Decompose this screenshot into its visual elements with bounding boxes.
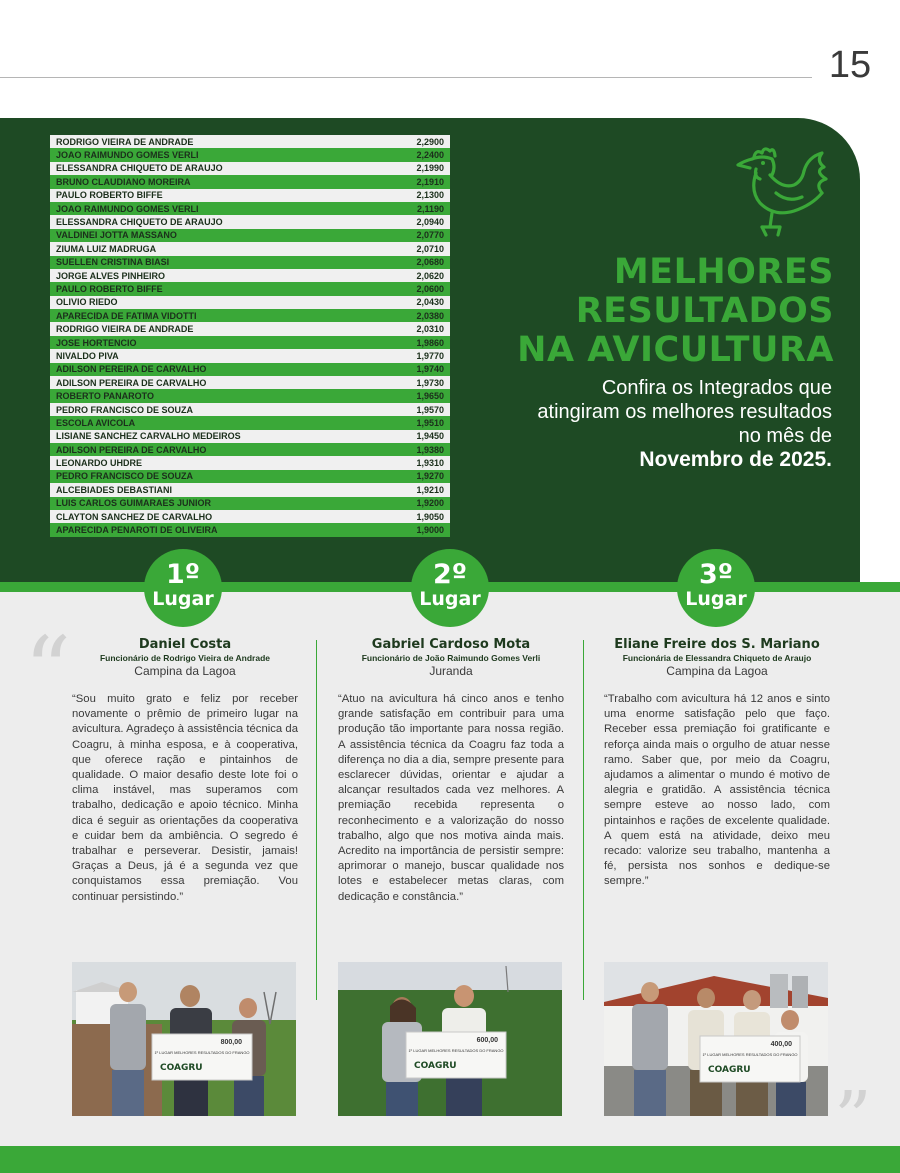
integrado-name: PAULO ROBERTO BIFFE xyxy=(56,283,163,294)
header-divider xyxy=(0,77,812,78)
winner-role: Funcionário de João Raimundo Gomes Verli xyxy=(361,653,541,663)
integrado-name: ESCOLA AVICOLA xyxy=(56,417,136,428)
integrado-name: ALCEBIADES DEBASTIANI xyxy=(56,484,173,495)
result-value: 2,0620 xyxy=(416,270,444,281)
integrado-name: VALDINEI JOTTA MASSANO xyxy=(56,230,177,241)
result-value: 2,1910 xyxy=(416,176,444,187)
third-place-badge xyxy=(677,549,755,627)
integrado-name: BRUNO CLAUDIANO MOREIRA xyxy=(56,176,191,187)
second-place-photo xyxy=(338,962,562,1116)
table-row xyxy=(50,282,450,295)
integrado-name: JOAO RAIMUNDO GOMES VERLI xyxy=(56,203,199,214)
result-value: 1,9570 xyxy=(416,404,444,415)
winner-quote: “Sou muito grato e feliz por receber novamente o prêmio de primeiro lugar na avicultura. Agradeço à assistência técnica da Coagru, à minha esposa, e à cooperativa, que oferece ração e pintainhos de qualidade. O maior desafio deste lote foi o clima instável, mas superamos com trabalho, dedicação e apoio técnico. Minha dica é seguir as orientações da cooperativa e cuidar bem da ambiência. O segredo é trabalhar e perseverar. Desistir, jamais! Graças a Deus, já é a segunda vez que conquistamos essa premiação. Vou continuar persistindo.” xyxy=(72,693,298,903)
first-place-photo xyxy=(72,962,296,1116)
second-place-number: 2º xyxy=(432,559,467,590)
integrado-name: LUIS CARLOS GUIMARAES JUNIOR xyxy=(56,498,212,509)
table-row xyxy=(50,162,450,175)
column-divider-2 xyxy=(583,640,584,1000)
result-value: 2,0710 xyxy=(416,243,444,254)
integrado-name: RODRIGO VIEIRA DE ANDRADE xyxy=(56,136,194,147)
table-row xyxy=(50,510,450,523)
integrado-name: ADILSON PEREIRA DE CARVALHO xyxy=(56,364,207,375)
result-value: 1,9310 xyxy=(416,458,444,469)
integrado-name: ADILSON PEREIRA DE CARVALHO xyxy=(56,377,207,388)
table-row xyxy=(50,175,450,188)
page-headline xyxy=(470,253,834,370)
third-place-testimonial xyxy=(604,637,830,890)
first-place-label: Lugar xyxy=(152,588,214,610)
table-row xyxy=(50,389,450,402)
result-value: 2,0680 xyxy=(416,257,444,268)
table-row xyxy=(50,430,450,443)
integrado-name: ZIUMA LUIZ MADRUGA xyxy=(56,243,157,254)
integrado-name: CLAYTON SANCHEZ DE CARVALHO xyxy=(56,511,213,522)
integrado-name: LISIANE SANCHEZ CARVALHO MEDEIROS xyxy=(56,431,241,442)
result-value: 2,1990 xyxy=(416,163,444,174)
headline-line-2: RESULTADOS xyxy=(575,291,834,331)
integrado-name: ROBERTO PANAROTO xyxy=(56,391,155,402)
result-value: 1,9740 xyxy=(416,364,444,375)
check-caption: 1º LUGAR MELHORES RESULTADOS DO FRANGO xyxy=(702,1052,798,1057)
winner-quote: “Trabalho com avicultura há 12 anos e sinto uma enorme satisfação pelo que faço. Receber essa premiação foi gratificante e reforça ainda mais o orgulho de atuar nesse ramo. Saber que, por meio da Coagru, ajudamos a alimentar o mundo é motivo de alegria e gratidão. A assistência técnica sempre esteve ao nosso lado, com pintainhos e rações de excelente qualidade. A quem está na atividade, deixo meu recado: valorize seu trabalho, mantenha a fé, persista nos sonhos e dedique-se sempre.” xyxy=(604,693,830,888)
integrado-name: SUELLEN CRISTINA BIASI xyxy=(56,257,170,268)
table-row xyxy=(50,148,450,161)
table-row xyxy=(50,269,450,282)
winner-location: Campina da Lagoa xyxy=(666,664,768,678)
second-place-badge xyxy=(411,549,489,627)
result-value: 1,9510 xyxy=(416,417,444,428)
winner-quote: “Atuo na avicultura há cinco anos e tenho grande satisfação em contribuir para uma produção tão importante para nossa região. A assistência técnica da Coagru faz toda a diferença no dia a dia, sempre presente para esclarecer dúvidas, orientar e ajudar a alcançar resultados cada vez melhores. A premiação recebida representa o reconhecimento e a valorização do nosso trabalho, algo que nos motiva ainda mais. Acredito na importância de persistir sempre: aprimorar o manejo, buscar qualidade nos lotes e estabelecer metas claras, com dedicação e constância.” xyxy=(338,693,564,903)
third-place-photo xyxy=(604,962,828,1116)
integrado-name: JOAO RAIMUNDO GOMES VERLI xyxy=(56,150,199,161)
footer-bar xyxy=(0,1146,900,1173)
first-place-badge xyxy=(144,549,222,627)
winner-name: Gabriel Cardoso Mota xyxy=(371,637,531,652)
integrado-name: RODRIGO VIEIRA DE ANDRADE xyxy=(56,324,194,335)
table-row xyxy=(50,456,450,469)
result-value: 1,9860 xyxy=(416,337,444,348)
subheadline-text: Confira os Integrados que atingiram os melhores resultados no mês de xyxy=(537,377,832,447)
result-value: 2,0600 xyxy=(416,283,444,294)
integrado-name: APARECIDA DE FATIMA VIDOTTI xyxy=(56,310,197,321)
table-row xyxy=(50,242,450,255)
result-value: 2,2900 xyxy=(416,136,444,147)
award-check xyxy=(152,1034,252,1080)
page-number: 15 xyxy=(828,44,872,86)
result-value: 2,2400 xyxy=(416,150,444,161)
table-row xyxy=(50,322,450,335)
table-row xyxy=(50,470,450,483)
integrado-name: PEDRO FRANCISCO DE SOUZA xyxy=(56,404,194,415)
third-place-label: Lugar xyxy=(685,588,747,610)
result-value: 2,0310 xyxy=(416,324,444,335)
result-value: 2,0770 xyxy=(416,230,444,241)
table-row xyxy=(50,376,450,389)
third-place-number: 3º xyxy=(698,559,733,590)
award-check xyxy=(700,1036,800,1082)
close-quote-icon: ” xyxy=(834,1076,872,1162)
open-quote-icon: “ xyxy=(24,617,72,724)
result-value: 2,0940 xyxy=(416,217,444,228)
table-row xyxy=(50,336,450,349)
integrado-name: ELESSANDRA CHIQUETO DE ARAUJO xyxy=(56,217,223,228)
integrado-name: NIVALDO PIVA xyxy=(56,350,119,361)
result-value: 1,9270 xyxy=(416,471,444,482)
winner-name: Daniel Costa xyxy=(138,637,232,652)
winner-name: Eliane Freire dos S. Mariano xyxy=(614,637,820,652)
integrado-name: PEDRO FRANCISCO DE SOUZA xyxy=(56,471,194,482)
winner-role: Funcionária de Elessandra Chiqueto de Araujo xyxy=(622,653,812,663)
result-value: 1,9200 xyxy=(416,498,444,509)
rooster-icon xyxy=(732,143,832,239)
result-value: 1,9450 xyxy=(416,431,444,442)
winner-role: Funcionário de Rodrigo Vieira de Andrade xyxy=(99,653,271,663)
integrado-name: JOSE HORTENCIO xyxy=(56,337,137,348)
table-row xyxy=(50,523,450,536)
headline-line-3: NA AVICULTURA xyxy=(517,330,834,370)
table-row xyxy=(50,229,450,242)
result-value: 1,9380 xyxy=(416,444,444,455)
table-row xyxy=(50,497,450,510)
column-divider-1 xyxy=(316,640,317,1000)
integrado-name: APARECIDA PENAROTI DE OLIVEIRA xyxy=(56,525,218,536)
table-row xyxy=(50,135,450,148)
result-value: 2,0380 xyxy=(416,310,444,321)
table-row xyxy=(50,189,450,202)
result-value: 1,9650 xyxy=(416,391,444,402)
table-row xyxy=(50,215,450,228)
result-value: 1,9730 xyxy=(416,377,444,388)
integrado-name: LEONARDO UHDRE xyxy=(56,458,143,469)
award-check xyxy=(406,1032,506,1078)
table-row xyxy=(50,443,450,456)
check-brand: COAGRU xyxy=(414,1061,457,1071)
result-value: 2,0430 xyxy=(416,297,444,308)
result-value: 1,9050 xyxy=(416,511,444,522)
check-caption: 1º LUGAR MELHORES RESULTADOS DO FRANGO xyxy=(408,1048,504,1053)
second-place-testimonial xyxy=(338,637,564,905)
ranking-table xyxy=(50,135,450,537)
result-value: 1,9210 xyxy=(416,484,444,495)
table-row xyxy=(50,363,450,376)
winner-location: Campina da Lagoa xyxy=(134,664,236,678)
headline-line-1: MELHORES xyxy=(613,252,834,292)
result-value: 2,1190 xyxy=(416,203,444,214)
table-row xyxy=(50,349,450,362)
subheadline-month: Novembro de 2025. xyxy=(639,448,832,471)
check-caption: 1º LUGAR MELHORES RESULTADOS DO FRANGO xyxy=(154,1050,250,1055)
table-row xyxy=(50,416,450,429)
page-subheadline xyxy=(520,376,832,472)
table-row xyxy=(50,403,450,416)
second-place-label: Lugar xyxy=(419,588,481,610)
table-row xyxy=(50,202,450,215)
result-value: 1,9000 xyxy=(416,525,444,536)
integrado-name: ELESSANDRA CHIQUETO DE ARAUJO xyxy=(56,163,223,174)
integrado-name: ADILSON PEREIRA DE CARVALHO xyxy=(56,444,207,455)
integrado-name: OLIVIO RIEDO xyxy=(56,297,118,308)
integrado-name: PAULO ROBERTO BIFFE xyxy=(56,190,163,201)
check-value: 400,00 xyxy=(770,1041,792,1048)
winner-location: Juranda xyxy=(429,664,473,678)
check-brand: COAGRU xyxy=(160,1063,203,1073)
first-place-number: 1º xyxy=(165,559,200,590)
check-value: 600,00 xyxy=(476,1037,498,1044)
table-row xyxy=(50,483,450,496)
check-brand: COAGRU xyxy=(708,1065,751,1075)
table-row xyxy=(50,296,450,309)
table-row xyxy=(50,256,450,269)
first-place-testimonial xyxy=(72,637,298,905)
check-value: 800,00 xyxy=(220,1039,242,1046)
result-value: 1,9770 xyxy=(416,350,444,361)
result-value: 2,1300 xyxy=(416,190,444,201)
table-row xyxy=(50,309,450,322)
integrado-name: JORGE ALVES PINHEIRO xyxy=(56,270,166,281)
